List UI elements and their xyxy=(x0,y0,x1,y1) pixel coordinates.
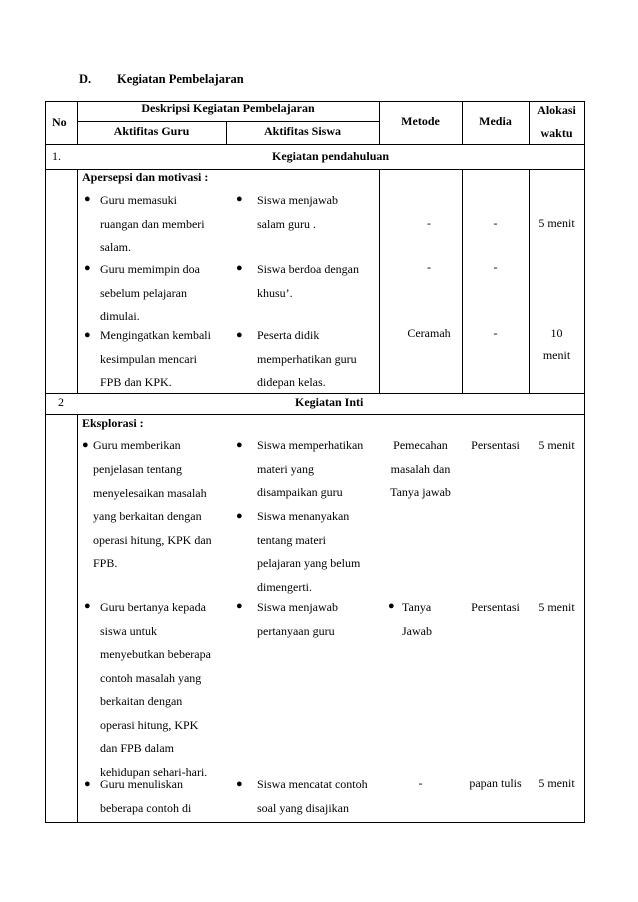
bullet-icon: ● xyxy=(236,778,243,790)
media-value: Persentasi xyxy=(471,600,520,614)
row-no-2: 2 xyxy=(58,395,64,409)
bullet-icon: ● xyxy=(236,439,243,451)
header-no: No xyxy=(52,115,67,129)
row-title-pendahuluan: Kegiatan pendahuluan xyxy=(272,149,390,163)
bullet-icon: ● xyxy=(236,262,243,274)
bullet-icon: ● xyxy=(236,600,243,612)
list-item: Guru menuliskan beberapa contoh di xyxy=(100,777,192,815)
metode-value: - xyxy=(427,216,431,230)
bullet-icon: ● xyxy=(82,439,89,451)
bullet-icon: ● xyxy=(236,329,243,341)
alokasi-value: 5 menit xyxy=(538,600,575,614)
metode-value: Pemecahan masalah dan Tanya jawab xyxy=(390,438,451,499)
media-value: Persentasi xyxy=(471,438,520,452)
bullet-icon: ● xyxy=(84,193,91,205)
bullet-icon: ● xyxy=(236,510,243,522)
list-item: Peserta didik memperhatikan guru didepan kelas. xyxy=(257,328,357,389)
header-aktifitas-guru: Aktifitas Guru xyxy=(113,124,190,138)
list-item: penjelasan tentang menyelesaikan masalah yang berkaitan dengan operasi hitung, KPK dan FPB. xyxy=(93,462,212,570)
metode-value: - xyxy=(418,776,423,790)
list-item: Siswa menjawab salam guru . xyxy=(257,193,338,231)
row-no-1: 1. xyxy=(52,149,61,163)
metode-value: Tanya Jawab xyxy=(402,600,432,638)
list-item: Guru bertanya kepada siswa untuk menyebutkan beberapa contoh masalah yang berkaitan dengan operasi hitung, KPK dan FPB dalam kehidupan sehari-hari. xyxy=(100,600,211,779)
bullet-icon: ● xyxy=(84,778,91,790)
header-media: Media xyxy=(479,114,512,128)
media-value: - xyxy=(493,326,498,340)
list-item: Siswa menanyakan tentang materi pelajaran yang belum dimengerti. xyxy=(257,509,361,594)
alokasi-value: 10 xyxy=(550,326,563,340)
list-item: Guru memberikan xyxy=(93,438,181,452)
bullet-icon: ● xyxy=(84,600,91,612)
section-title: Kegiatan Pembelajaran xyxy=(117,72,244,86)
alokasi-value: 5 menit xyxy=(538,216,575,230)
bullet-icon: ● xyxy=(236,193,243,205)
header-metode: Metode xyxy=(401,114,440,128)
media-value: - xyxy=(493,216,498,230)
alokasi-value: 5 menit xyxy=(538,776,575,790)
header-alokasi-1: Alokasi xyxy=(537,103,576,117)
list-item: Guru memasuki ruangan dan memberi salam. xyxy=(100,193,205,254)
list-item: Siswa mencatat contoh soal yang disajikan xyxy=(257,777,368,815)
metode-value: Ceramah xyxy=(407,326,451,340)
alokasi-value: menit xyxy=(542,348,571,362)
bullet-icon: ● xyxy=(388,600,395,612)
alokasi-value: 5 menit xyxy=(538,438,575,452)
section-letter: D. xyxy=(79,72,92,86)
bullet-icon: ● xyxy=(84,329,91,341)
metode-value: - xyxy=(427,260,431,274)
list-item: Mengingatkan kembali kesimpulan mencari FPB dan KPK. xyxy=(100,328,211,389)
subheading-apersepsi: Apersepsi dan motivasi : xyxy=(82,170,209,184)
list-item: Siswa memperhatikan materi yang disampaikan guru xyxy=(257,438,364,499)
header-aktifitas-siswa: Aktifitas Siswa xyxy=(263,124,341,138)
header-alokasi-2: waktu xyxy=(540,126,573,140)
media-value: - xyxy=(493,260,498,274)
media-value: papan tulis xyxy=(469,776,522,790)
list-item: Siswa menjawab pertanyaan guru xyxy=(257,600,338,638)
header-deskripsi: Deskripsi Kegiatan Pembelajaran xyxy=(141,101,315,115)
subheading-eksplorasi: Eksplorasi : xyxy=(82,416,144,430)
row-title-inti: Kegiatan Inti xyxy=(295,395,364,409)
list-item: Siswa berdoa dengan khusu’. xyxy=(257,262,359,300)
bullet-icon: ● xyxy=(84,262,91,274)
list-item: Guru memimpin doa sebelum pelajaran dimulai. xyxy=(100,262,200,323)
